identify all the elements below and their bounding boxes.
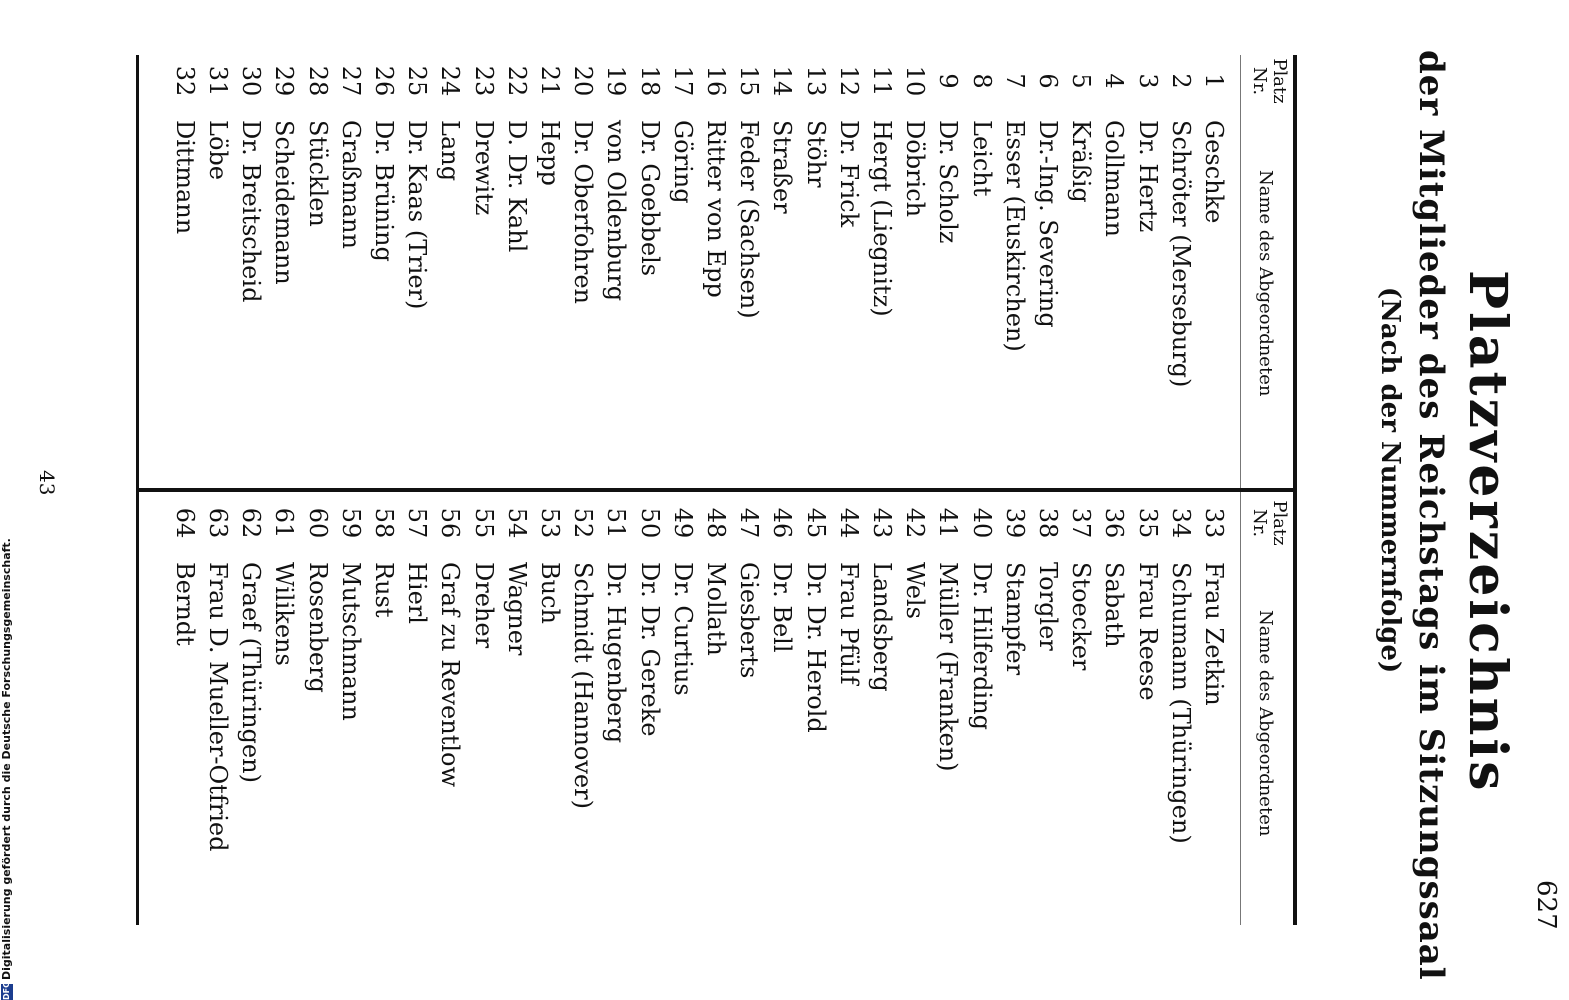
member-name: Scheidemann [270, 120, 299, 285]
header-name-right: Name des Abgeordneten [1255, 610, 1276, 837]
member-name: Stampfer [1000, 562, 1029, 676]
seat-number: 6 [1034, 73, 1062, 89]
member-name: Wels [901, 562, 930, 619]
seat-number: 38 [1034, 507, 1062, 539]
seat-number: 1 [1200, 73, 1228, 89]
seat-number: 46 [768, 507, 797, 539]
member-name: Wilikens [270, 562, 299, 666]
member-name: Dr. Goebbels [635, 120, 664, 277]
seat-number: 54 [502, 507, 531, 539]
page-title: Platzverzeichnis [1457, 270, 1518, 794]
seat-number: 29 [270, 65, 299, 97]
member-name: Landsberg [868, 562, 896, 692]
seat-number: 31 [204, 65, 232, 97]
member-name: Döbrich [901, 120, 930, 218]
table-row [402, 0, 432, 1000]
table-row [203, 0, 233, 1000]
side-note-text: Digitalisierung gefördert durch die Deutsche Forschungsgemeinschaft. [0, 538, 13, 980]
member-name: Dr. Dr. Herold [801, 562, 830, 733]
page-subsubtitle: (Nach der Nummernfolge) [1375, 286, 1405, 674]
member-name: von Oldenburg [602, 120, 631, 302]
member-name: Schröter (Merseburg) [1166, 120, 1195, 388]
seat-number: 59 [336, 507, 365, 539]
member-name: Dreher [469, 562, 498, 649]
member-name: Dr. Breitscheid [237, 120, 266, 303]
table-row [369, 0, 399, 1000]
member-name: Dr. Frick [834, 120, 863, 228]
seat-number: 5 [1067, 73, 1096, 89]
seat-number: 35 [1133, 507, 1162, 539]
seat-number: 48 [702, 507, 730, 539]
seat-number: 60 [303, 507, 332, 539]
member-name: Stücklen [303, 120, 332, 227]
seat-number: 12 [834, 65, 863, 97]
table-row [568, 0, 598, 1000]
header-name-left: Name des Abgeordneten [1255, 170, 1276, 397]
member-name: Dr. Scholz [934, 120, 963, 244]
member-name: Mutschmann [336, 562, 365, 721]
member-name: Sabath [1100, 562, 1129, 648]
page-number: 627 [1531, 880, 1561, 930]
seat-number: 55 [469, 507, 498, 539]
seat-number: 19 [602, 65, 631, 97]
seat-number: 33 [1200, 507, 1228, 539]
seat-number: 10 [901, 65, 930, 97]
member-name: Schmidt (Hannover) [569, 562, 598, 809]
member-name: Torgler [1034, 562, 1062, 651]
member-name: Kräßig [1067, 120, 1096, 203]
member-name: Drewitz [469, 120, 498, 216]
seat-number: 20 [569, 65, 598, 97]
member-name: Göring [668, 120, 697, 204]
table-row [601, 0, 631, 1000]
seat-number: 3 [1133, 73, 1162, 89]
table-row [767, 0, 797, 1000]
member-name: Müller (Franken) [934, 562, 963, 772]
header-number-right: Platz Nr. [1249, 500, 1290, 546]
seat-number: 42 [901, 507, 930, 539]
member-name: Stöhr [801, 120, 830, 188]
seat-number: 40 [967, 507, 996, 539]
member-name: Rosenberg [303, 562, 332, 693]
member-name: Graßmann [336, 120, 365, 249]
member-name: Geschke [1200, 120, 1228, 224]
table-row [801, 0, 831, 1000]
member-name: Esser (Euskirchen) [1000, 120, 1029, 352]
seat-number: 25 [403, 65, 432, 97]
seat-number: 18 [635, 65, 664, 97]
seat-number: 63 [204, 507, 232, 539]
table-row [236, 0, 266, 1000]
table-row [1033, 0, 1063, 1000]
member-name: Frau Pfülf [834, 562, 863, 685]
seat-number: 9 [934, 73, 963, 89]
side-note [0, 538, 13, 1000]
seat-number: 50 [635, 507, 664, 539]
seat-number: 32 [170, 65, 199, 97]
member-name: Mollath [702, 562, 730, 656]
member-name: Leicht [967, 120, 996, 197]
seat-number: 22 [502, 65, 531, 97]
member-name: Dr. Hilferding [967, 562, 996, 731]
member-name: Graef (Thüringen) [237, 562, 266, 783]
member-name: Wagner [502, 562, 531, 656]
member-name: Dr. Dr. Gereke [635, 562, 664, 737]
member-name: Giesberts [735, 562, 764, 679]
header-number-left: Platz Nr. [1249, 58, 1290, 104]
table-row [1066, 0, 1096, 1000]
table-row [635, 0, 665, 1000]
seat-number: 47 [735, 507, 764, 539]
table-row [170, 0, 200, 1000]
member-name: Lang [436, 120, 465, 182]
seat-number: 24 [436, 65, 465, 97]
member-name: Ritter von Epp [702, 120, 730, 298]
seat-number: 2 [1166, 73, 1195, 89]
member-name: Dittmann [170, 120, 199, 235]
member-name: D. Dr. Kahl [502, 120, 531, 253]
seat-number: 4 [1100, 73, 1129, 89]
table-row [502, 0, 532, 1000]
table-row [900, 0, 930, 1000]
member-name: Frau D. Mueller-Otfried [204, 562, 232, 852]
seat-number: 34 [1166, 507, 1195, 539]
seat-number: 30 [237, 65, 266, 97]
table-row [834, 0, 864, 1000]
table-row [734, 0, 764, 1000]
table-row [1133, 0, 1163, 1000]
member-name: Dr. Bell [768, 562, 797, 653]
seat-number: 28 [303, 65, 332, 97]
member-name: Dr. Curtius [668, 562, 697, 696]
seat-number: 11 [868, 65, 896, 97]
member-name: Buch [536, 562, 564, 624]
table-row [535, 0, 565, 1000]
bottom-rule [136, 55, 139, 925]
table-row [336, 0, 366, 1000]
dfg-logo-icon: DFG [1, 981, 11, 1000]
member-name: Hierl [403, 562, 432, 624]
seat-number: 51 [602, 507, 631, 539]
member-name: Dr. Oberfohren [569, 120, 598, 304]
member-name: Straßer [768, 120, 797, 214]
seat-number: 39 [1000, 507, 1029, 539]
seat-number: 49 [668, 507, 697, 539]
seat-number: 13 [801, 65, 830, 97]
member-name: Schumann (Thüringen) [1166, 562, 1195, 844]
seat-number: 61 [270, 507, 299, 539]
seat-number: 53 [536, 507, 564, 539]
seat-number: 36 [1100, 507, 1129, 539]
seat-number: 14 [768, 65, 797, 97]
table-row [1199, 0, 1229, 1000]
table-row [1099, 0, 1129, 1000]
member-name: Stoecker [1067, 562, 1096, 671]
table-row [303, 0, 333, 1000]
member-name: Berndt [170, 562, 199, 646]
seat-number: 21 [536, 65, 564, 97]
table-row [701, 0, 731, 1000]
seat-number: 37 [1067, 507, 1096, 539]
table-row [1000, 0, 1030, 1000]
seat-number: 52 [569, 507, 598, 539]
seat-number: 16 [702, 65, 730, 97]
table-row [668, 0, 698, 1000]
page-subtitle: der Mitglieder des Reichstags im Sitzungssaal [1411, 50, 1451, 981]
seat-number: 62 [237, 507, 266, 539]
member-name: Dr. Kaas (Trier) [403, 120, 432, 310]
table-row [1166, 0, 1196, 1000]
table-row [269, 0, 299, 1000]
member-name: Hergt (Liegnitz) [868, 120, 896, 317]
member-name: Frau Zetkin [1200, 562, 1228, 706]
seat-number: 45 [801, 507, 830, 539]
seat-number: 15 [735, 65, 764, 97]
seat-number: 27 [336, 65, 365, 97]
seat-number: 56 [436, 507, 465, 539]
member-name: Frau Reese [1133, 562, 1162, 701]
seat-number: 44 [834, 507, 863, 539]
seat-number: 41 [934, 507, 963, 539]
seat-number: 23 [469, 65, 498, 97]
member-name: Dr. Hugenberg [602, 562, 631, 744]
seat-number: 7 [1000, 73, 1029, 89]
seat-number: 8 [967, 73, 996, 89]
seat-number: 43 [868, 507, 896, 539]
table-row [469, 0, 499, 1000]
footer-page-number: 43 [35, 470, 59, 496]
member-name: Dr. Brüning [370, 120, 398, 262]
seat-number: 58 [370, 507, 398, 539]
member-name: Rust [370, 562, 398, 618]
member-name: Gollmann [1100, 120, 1129, 237]
member-name: Hepp [536, 120, 564, 186]
seat-number: 17 [668, 65, 697, 97]
seat-number: 57 [403, 507, 432, 539]
table-row [967, 0, 997, 1000]
seat-number: 26 [370, 65, 398, 97]
member-name: Graf zu Reventlow [436, 562, 465, 787]
member-name: Dr. Hertz [1133, 120, 1162, 233]
table-row [867, 0, 897, 1000]
table-row [933, 0, 963, 1000]
member-name: Feder (Sachsen) [735, 120, 764, 319]
seat-number: 64 [170, 507, 199, 539]
member-name: Dr.-Ing. Severing [1034, 120, 1062, 328]
member-name: Löbe [204, 120, 232, 180]
table-row [435, 0, 465, 1000]
